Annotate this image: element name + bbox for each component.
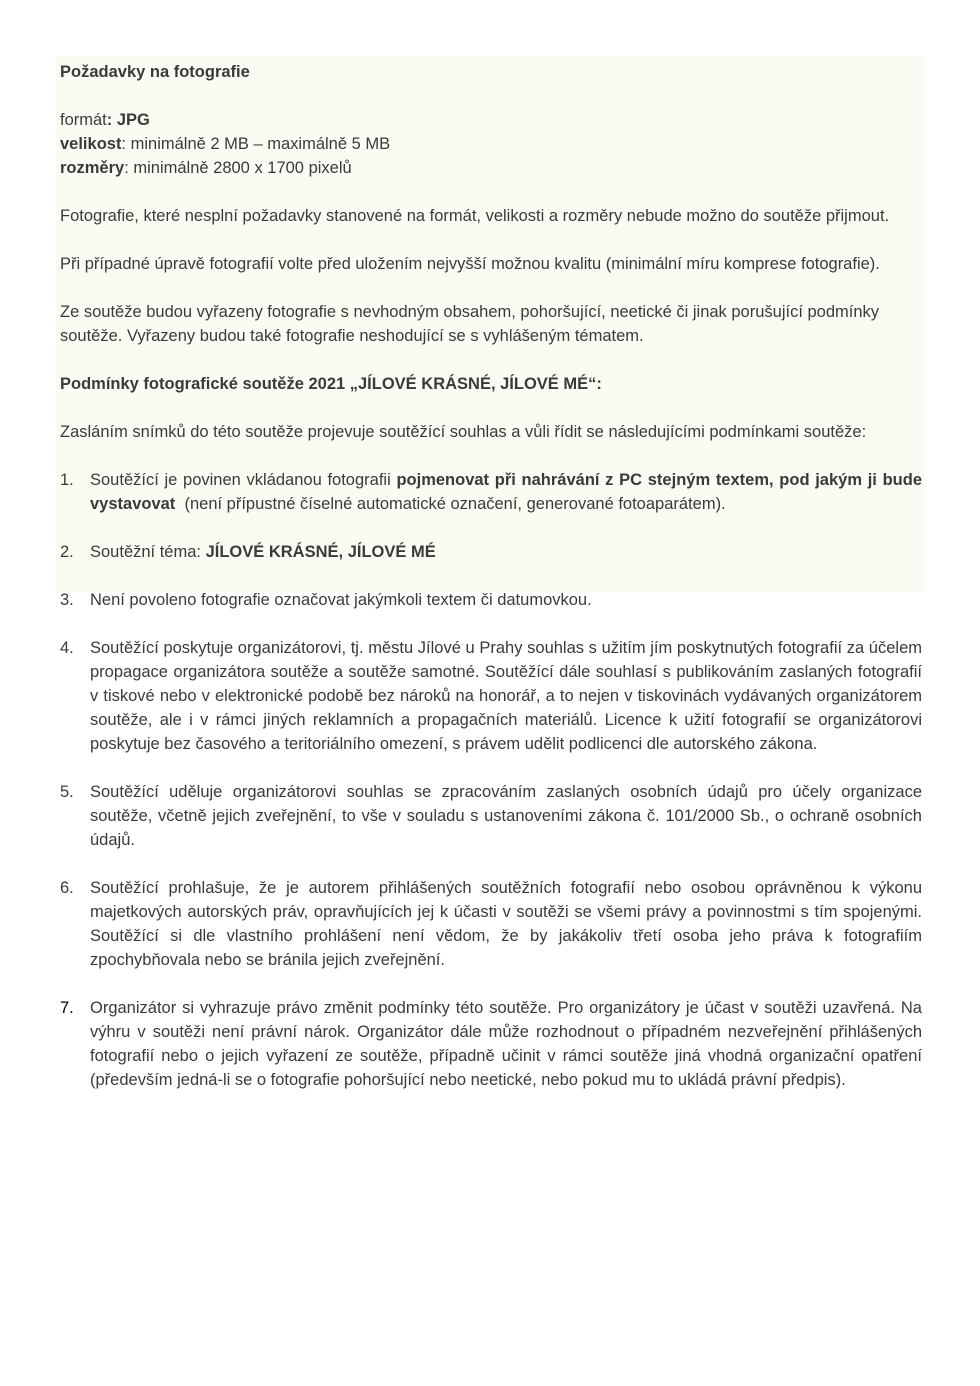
dims-label: rozměry — [60, 159, 125, 177]
format-value: : JPG — [106, 111, 150, 129]
condition-text: Není povoleno fotografie označovat jakýmkoli textem či datumovkou. — [90, 591, 592, 609]
condition-number: 7. — [60, 999, 74, 1017]
condition-bold-text: JÍLOVÉ KRÁSNÉ, JÍLOVÉ MÉ — [205, 543, 436, 561]
condition-text: Soutěžící prohlašuje, že je autorem přihlášených soutěžních fotografií nebo osobou oprávněnou k výkonu majetkových autorských práv, opravňujících jej k účasti v soutěži se všemi právy a povinnostmi s tím spojenými. Soutěžící si dle vlastního prohlášení není vědom, že by jakákoliv třetí osoba jeho práva k fotografiím zpochybňovala nebo se bránila jejich zveřejnění. — [90, 879, 922, 969]
condition-text-end: (není přípustné číselné automatické označení, generované fotoaparátem). — [175, 495, 726, 513]
condition-number: 4. — [60, 639, 74, 657]
requirements-paragraph-1: Fotografie, které nesplní požadavky stanovené na formát, velikosti a rozměry nebude možno do soutěže přijmout. — [60, 207, 890, 225]
condition-bold-text: pojmenovat při nahrávání z PC stejným textem, pod jakým ji bude vystavovat — [90, 471, 922, 513]
format-line — [60, 108, 922, 132]
condition-item — [60, 636, 922, 756]
size-value: : minimálně 2 MB – maximálně 5 MB — [121, 135, 391, 153]
requirements-paragraph-2: Při případné úpravě fotografií volte před uložením nejvyšší možnou kvalitu (minimální míru komprese fotografie). — [60, 255, 880, 273]
condition-item — [60, 468, 922, 516]
condition-number: 5. — [60, 783, 74, 801]
conditions-list — [60, 468, 922, 1092]
condition-number: 3. — [60, 591, 74, 609]
condition-text: Soutěžící poskytuje organizátorovi, tj. městu Jílové u Prahy souhlas s užitím jím poskytnutých fotografií za účelem propagace organizátora soutěže a soutěže samotné. Soutěžící dále souhlasí s publikováním zaslaných fotografií v tiskové nebo v elektronické podobě bez nároků na honorář, a to nejen v tiskovinách vydávaných organizátorem soutěže, ale i v rámci jiných reklamních a propagačních materiálů. Licence k užití fotografií se organizátorovi poskytuje bez časového a teritoriálního omezení, s právem udělit podlicenci dle autorského zákona. — [90, 639, 922, 753]
requirements-title: Požadavky na fotografie — [60, 63, 250, 81]
condition-text: Organizátor si vyhrazuje právo změnit podmínky této soutěže. Pro organizátory je účast v soutěži uzavřená. Na výhru v soutěži není právní nárok. Organizátor dále může rozhodnout o případném nezveřejnění přihlášených fotografií nebo o jejich vyřazení ze soutěže, případně učinit v rámci soutěže jiná vhodná organizační opatření (především jedná-li se o fotografie pohoršující nebo neetické, nebo pokud mu to ukládá právní předpis). — [90, 999, 922, 1089]
dims-value: : minimálně 2800 x 1700 pixelů — [124, 159, 352, 177]
condition-number: 2. — [60, 543, 74, 561]
condition-text: Soutěžící je povinen vkládanou fotografii — [90, 471, 397, 489]
size-label: velikost — [60, 135, 122, 153]
document-page — [60, 60, 922, 1116]
conditions-title: Podmínky fotografické soutěže 2021 „JÍLOVÉ KRÁSNÉ, JÍLOVÉ MÉ“: — [60, 375, 602, 393]
condition-text: Soutěžní téma: — [90, 543, 206, 561]
condition-number: 6. — [60, 879, 74, 897]
condition-item — [60, 996, 922, 1092]
condition-text: Soutěžící uděluje organizátorovi souhlas se zpracováním zaslaných osobních údajů pro účely organizace soutěže, včetně jejich zveřejnění, to vše v souladu s ustanoveními zákona č. 101/2000 Sb., o ochraně osobních údajů. — [90, 783, 922, 849]
requirements-paragraph-3: Ze soutěže budou vyřazeny fotografie s nevhodným obsahem, pohoršující, neetické či jinak porušující podmínky soutěže. Vyřazeny budou také fotografie neshodující se s vyhlášeným tématem. — [60, 303, 880, 345]
condition-item — [60, 588, 922, 612]
condition-number: 1. — [60, 471, 74, 489]
condition-item — [60, 780, 922, 852]
condition-item — [60, 876, 922, 972]
conditions-intro: Zasláním snímků do této soutěže projevuje soutěžící souhlas a vůli řídit se následujícími podmínkami soutěže: — [60, 423, 867, 441]
size-line — [60, 132, 922, 156]
dims-line — [60, 156, 922, 180]
format-label: formát — [60, 111, 107, 129]
condition-item — [60, 540, 922, 564]
